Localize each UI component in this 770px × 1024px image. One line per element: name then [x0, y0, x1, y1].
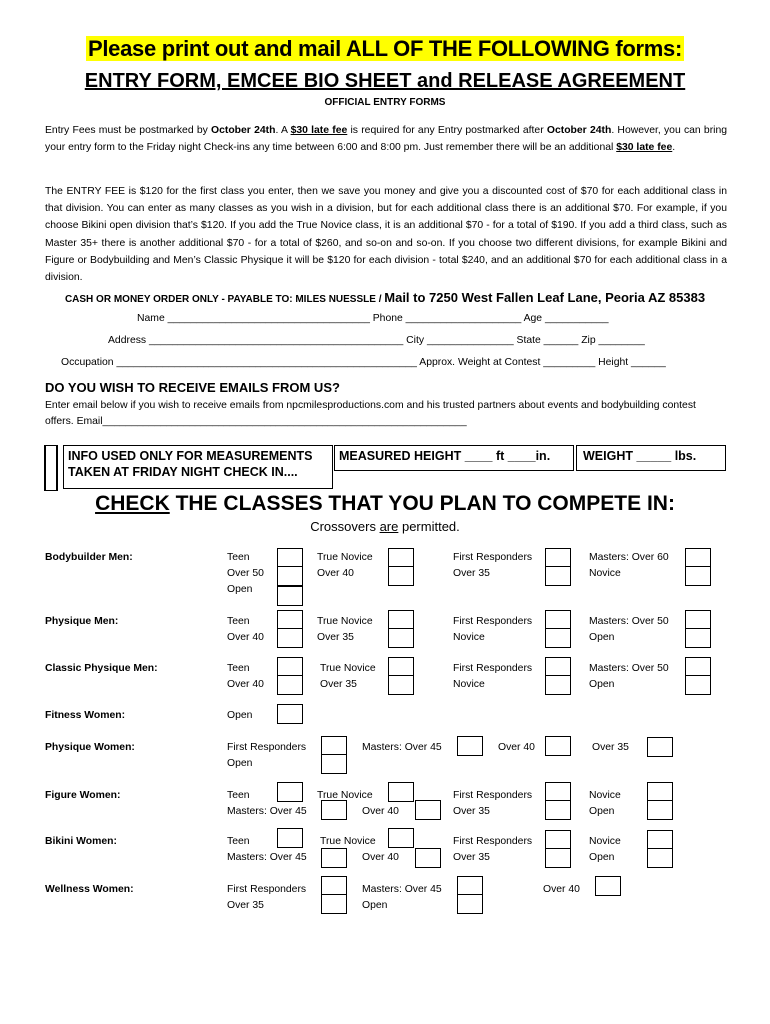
checkbox-cpm-first-responders[interactable] — [545, 657, 571, 677]
payment-instructions: CASH OR MONEY ORDER ONLY - PAYABLE TO: MILES NUESSLE / Mail to 7250 West Fallen Leaf Lane, Peoria AZ 85383 — [64, 290, 706, 305]
category-classic-physique-men: Classic Physique Men: — [45, 663, 158, 674]
checkbox-phm-true-novice[interactable] — [388, 610, 414, 630]
checkbox-bb-over35[interactable] — [545, 566, 571, 586]
checkbox-phw-first-responders[interactable] — [321, 736, 347, 756]
class-label-over35: Over 35 — [592, 742, 629, 753]
class-label-first-responders: First Responders — [227, 742, 307, 753]
checkbox-bb-true-novice[interactable] — [388, 548, 414, 568]
checkbox-figw-teen[interactable] — [277, 782, 303, 802]
checkbox-cpm-over35[interactable] — [388, 675, 414, 695]
checkbox-bb-over50[interactable] — [277, 566, 303, 586]
class-label-first-responders: First Responders — [453, 790, 533, 801]
checkbox-bikw-open[interactable] — [647, 848, 673, 868]
class-label-open: Open — [227, 584, 253, 595]
class-label-teen: Teen — [227, 663, 250, 674]
class-label-masters-50: Masters: Over 50 — [589, 616, 669, 627]
checkbox-phm-teen[interactable] — [277, 610, 303, 630]
category-figure-women: Figure Women: — [45, 790, 121, 801]
checkbox-cpm-true-novice[interactable] — [388, 657, 414, 677]
page-title: Please print out and mail ALL OF THE FOLLOWING forms: — [87, 36, 683, 61]
category-physique-men: Physique Men: — [45, 616, 119, 627]
email-field[interactable]: Enter email below if you wish to receive emails from npcmilesproductions.com and his trusted partners about events and bodybuilding contest offers. Email_______________________________________________________________ — [45, 400, 696, 427]
class-label-open: Open — [589, 632, 615, 643]
class-label-open: Open — [362, 900, 388, 911]
class-label-true-novice: True Novice — [317, 552, 373, 563]
class-label-teen: Teen — [227, 836, 250, 847]
category-fitness-women: Fitness Women: — [45, 710, 126, 721]
checkbox-cpm-open[interactable] — [685, 675, 711, 695]
checkbox-phw-over35[interactable] — [647, 737, 673, 757]
checkbox-figw-first-responders[interactable] — [545, 782, 571, 802]
class-label-masters-45: Masters: Over 45 — [227, 852, 307, 863]
class-label-novice: Novice — [589, 836, 621, 847]
checkbox-wellw-first-responders[interactable] — [321, 876, 347, 896]
category-wellness-women: Wellness Women: — [45, 884, 134, 895]
entry-fee-deadline-paragraph: Entry Fees must be postmarked by October 24th. A $30 late fee is required for any Entry postmarked after October 24th. However, you can bring your entry form to the Friday night Check-ins any time between 6:00 and 8:00 pm. Just remember there will be an additional $30 late fee. — [45, 125, 728, 154]
checkbox-phm-over35[interactable] — [388, 628, 414, 648]
name-phone-age-field[interactable]: Name ___________________________________ Phone ____________________ Age ___________ — [137, 313, 609, 324]
checkbox-bb-over40[interactable] — [388, 566, 414, 586]
class-label-over40: Over 40 — [227, 679, 264, 690]
checkbox-bb-first-responders[interactable] — [545, 548, 571, 568]
measurement-marker-box — [44, 445, 58, 491]
checkbox-phm-over40[interactable] — [277, 628, 303, 648]
address-field[interactable]: Address ____________________________________________ City _______________ State ______ Zip ________ — [108, 335, 645, 346]
class-label-true-novice: True Novice — [317, 616, 373, 627]
weight-box[interactable]: WEIGHT _____ lbs. — [576, 445, 726, 471]
class-label-over40: Over 40 — [317, 568, 354, 579]
checkbox-phm-masters-50[interactable] — [685, 610, 711, 630]
category-bikini-women: Bikini Women: — [45, 836, 117, 847]
checkbox-figw-open[interactable] — [647, 800, 673, 820]
checkbox-cpm-masters-50[interactable] — [685, 657, 711, 677]
class-label-novice: Novice — [589, 568, 621, 579]
class-label-true-novice: True Novice — [317, 790, 373, 801]
class-label-first-responders: First Responders — [227, 884, 307, 895]
class-label-teen: Teen — [227, 552, 250, 563]
category-physique-women: Physique Women: — [45, 742, 135, 753]
class-label-open: Open — [227, 758, 253, 769]
class-label-open: Open — [589, 806, 615, 817]
checkbox-figw-over40[interactable] — [415, 800, 441, 820]
checkbox-bikw-first-responders[interactable] — [545, 830, 571, 850]
checkbox-wellw-over40[interactable] — [595, 876, 621, 896]
checkbox-bb-teen[interactable] — [277, 548, 303, 568]
class-label-over35: Over 35 — [453, 806, 490, 817]
class-label-true-novice: True Novice — [320, 663, 376, 674]
checkbox-phm-novice[interactable] — [545, 628, 571, 648]
class-label-over40: Over 40 — [227, 632, 264, 643]
checkbox-figw-novice[interactable] — [647, 782, 673, 802]
class-label-first-responders: First Responders — [453, 552, 533, 563]
checkbox-wellw-masters-45[interactable] — [457, 876, 483, 896]
checkbox-bikw-masters-45[interactable] — [321, 848, 347, 868]
class-label-over35: Over 35 — [317, 632, 354, 643]
checkbox-bikw-over40[interactable] — [415, 848, 441, 868]
checkbox-phw-masters-45[interactable] — [457, 736, 483, 756]
checkbox-wellw-open[interactable] — [457, 894, 483, 914]
checkbox-bikw-over35[interactable] — [545, 848, 571, 868]
checkbox-bb-novice[interactable] — [685, 566, 711, 586]
class-label-novice: Novice — [589, 790, 621, 801]
class-label-over50: Over 50 — [227, 568, 264, 579]
class-label-teen: Teen — [227, 616, 250, 627]
checkbox-figw-masters-45[interactable] — [321, 800, 347, 820]
checkbox-phw-open[interactable] — [321, 754, 347, 774]
class-label-teen: Teen — [227, 790, 250, 801]
class-label-over40: Over 40 — [498, 742, 535, 753]
checkbox-phm-first-responders[interactable] — [545, 610, 571, 630]
checkbox-figw-true-novice[interactable] — [388, 782, 414, 802]
class-label-masters-45: Masters: Over 45 — [362, 884, 442, 895]
checkbox-cpm-over40[interactable] — [277, 675, 303, 695]
checkbox-figw-over35[interactable] — [545, 800, 571, 820]
measurement-info-box: INFO USED ONLY FOR MEASUREMENTS TAKEN AT FRIDAY NIGHT CHECK IN.... — [63, 445, 333, 489]
checkbox-bb-masters-60[interactable] — [685, 548, 711, 568]
email-question: DO YOU WISH TO RECEIVE EMAILS FROM US? — [45, 380, 340, 395]
class-label-first-responders: First Responders — [453, 663, 533, 674]
class-label-true-novice: True Novice — [320, 836, 376, 847]
checkbox-bikw-true-novice[interactable] — [388, 828, 414, 848]
checkbox-bikw-teen[interactable] — [277, 828, 303, 848]
official-entry-forms-label: OFFICIAL ENTRY FORMS — [324, 97, 446, 108]
class-label-masters-45: Masters: Over 45 — [227, 806, 307, 817]
class-label-over40: Over 40 — [362, 852, 399, 863]
forms-list-heading: ENTRY FORM, EMCEE BIO SHEET and RELEASE AGREEMENT — [84, 70, 686, 92]
crossovers-note: Crossovers are permitted. — [310, 519, 460, 534]
class-label-first-responders: First Responders — [453, 616, 533, 627]
class-label-masters-60: Masters: Over 60 — [589, 552, 669, 563]
classes-heading: CHECK THE CLASSES THAT YOU PLAN TO COMPETE IN: — [95, 492, 675, 515]
entry-fee-pricing-paragraph: The ENTRY FEE is $120 for the first class you enter, then we save you money and give you a discounted cost of $70 for each additional class in that division. You can enter as many classes as you wish in a division, but for each additional class there is an additional $70. For example, if you choose Bikini open division that’s $120. If you add the True Novice class, it is an additional $70 - for a total of $190. If you add a third class, such as Master 35+ there is another additional $70 - for a total of $260, and so-on and so-on. If you choose two different divisions, for example Bikini and Figure or Bodybuilding and Men’s Classic Physique it will be $120 for each division - total $240, and an additional $70 for each additional class in a division. — [45, 186, 727, 284]
checkbox-wellw-over35[interactable] — [321, 894, 347, 914]
checkbox-cpm-novice[interactable] — [545, 675, 571, 695]
class-label-novice: Novice — [453, 679, 485, 690]
checkbox-bikw-novice[interactable] — [647, 830, 673, 850]
checkbox-cpm-teen[interactable] — [277, 657, 303, 677]
class-label-over35: Over 35 — [320, 679, 357, 690]
class-label-over40: Over 40 — [543, 884, 580, 895]
checkbox-fw-open[interactable] — [277, 704, 303, 724]
class-label-masters-45: Masters: Over 45 — [362, 742, 442, 753]
class-label-first-responders: First Responders — [453, 836, 533, 847]
class-label-open: Open — [227, 710, 253, 721]
checkbox-phw-over40[interactable] — [545, 736, 571, 756]
class-label-over35: Over 35 — [227, 900, 264, 911]
occupation-weight-height-field[interactable]: Occupation ____________________________________________________ Approx. Weight at Contest _________ Height ______ — [61, 357, 666, 368]
checkbox-bb-open[interactable] — [277, 586, 303, 606]
category-bodybuilder-men: Bodybuilder Men: — [45, 552, 133, 563]
class-label-open: Open — [589, 679, 615, 690]
class-label-masters-50: Masters: Over 50 — [589, 663, 669, 674]
class-label-open: Open — [589, 852, 615, 863]
class-label-novice: Novice — [453, 632, 485, 643]
class-label-over35: Over 35 — [453, 568, 490, 579]
class-label-over35: Over 35 — [453, 852, 490, 863]
class-label-over40: Over 40 — [362, 806, 399, 817]
checkbox-phm-open[interactable] — [685, 628, 711, 648]
measured-height-box[interactable]: MEASURED HEIGHT ____ ft ____in. — [334, 445, 574, 471]
